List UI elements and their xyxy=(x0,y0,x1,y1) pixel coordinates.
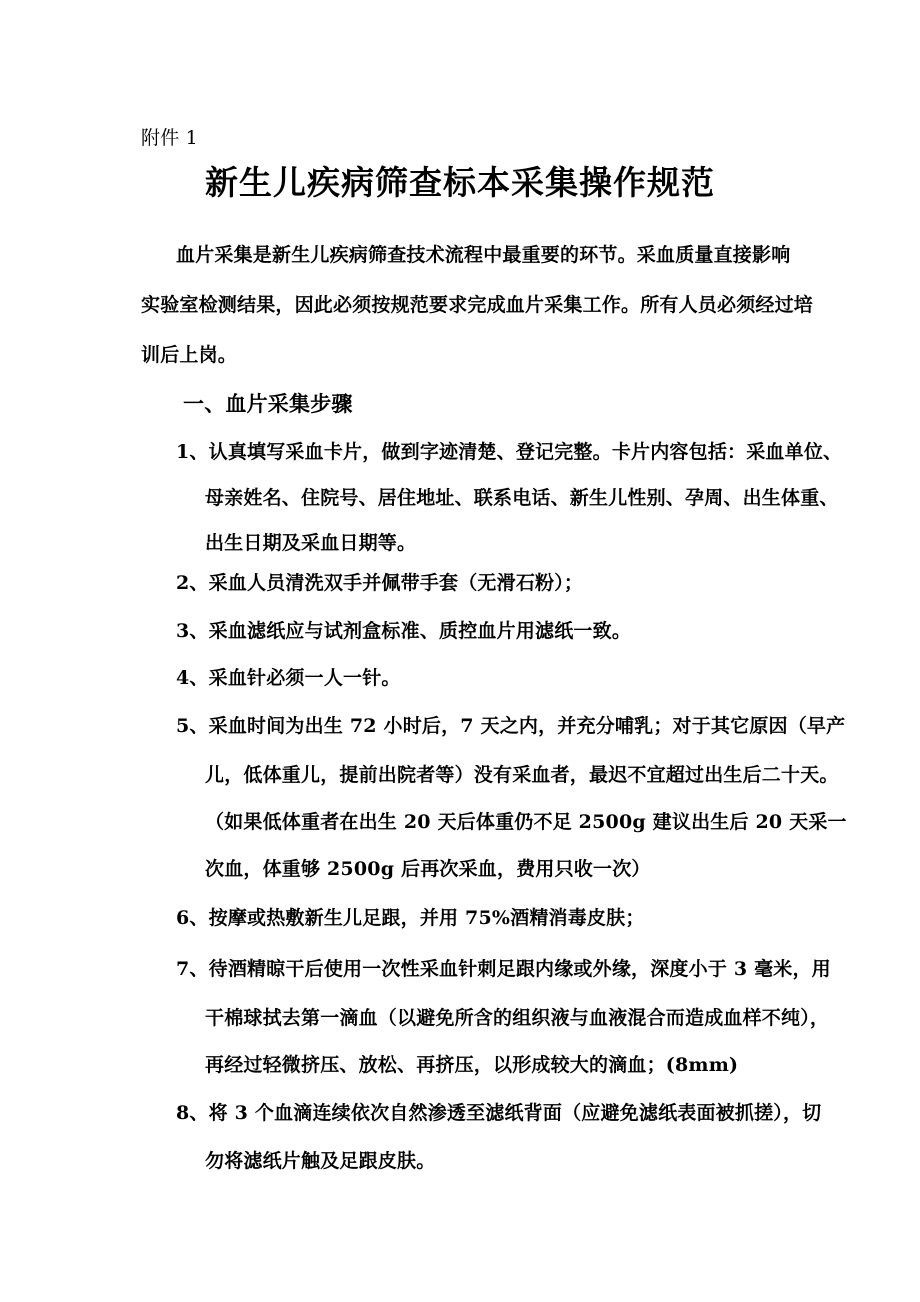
step-8-line: 8、将 3 个血滴连续依次自然渗透至滤纸背面（应避免滤纸表面被抓搓），切 xyxy=(176,1102,822,1124)
intro-paragraph-line: 训后上岗。 xyxy=(141,344,238,366)
step-4-line: 4、采血针必须一人一针。 xyxy=(176,667,401,689)
section-heading: 一、血片采集步骤 xyxy=(183,391,353,416)
intro-paragraph-line: 实验室检测结果，因此必须按规范要求完成血片采集工作。所有人员必须经过培 xyxy=(141,294,814,316)
intro-paragraph-line: 血片采集是新生儿疾病筛查技术流程中最重要的环节。采血质量直接影响 xyxy=(176,244,791,266)
step-7-line: 干棉球拭去第一滴血（以避免所含的组织液与血液混合而造成血样不纯）， xyxy=(205,1007,830,1029)
step-8-line: 勿将滤纸片触及足跟皮肤。 xyxy=(205,1150,436,1172)
step-3-line: 3、采血滤纸应与试剂盒标准、质控血片用滤纸一致。 xyxy=(176,620,632,642)
step-5-line: 次血，体重够 2500g 后再次采血，费用只收一次） xyxy=(205,858,651,880)
document-title: 新生儿疾病筛查标本采集操作规范 xyxy=(205,163,715,202)
step-1-line: 1、认真填写采血卡片，做到字迹清楚、登记完整。卡片内容包括：采血单位、 xyxy=(176,441,843,463)
step-1-line: 出生日期及采血日期等。 xyxy=(205,532,417,554)
step-6-line: 6、按摩或热敷新生儿足跟，并用 75%酒精消毒皮肤； xyxy=(176,907,645,929)
step-7-line: 再经过轻微挤压、放松、再挤压，以形成较大的滴血；(8mm) xyxy=(205,1054,739,1076)
step-7-line: 7、待酒精晾干后使用一次性采血针刺足跟内缘或外缘，深度小于 3 毫米，用 xyxy=(176,958,831,980)
attachment-label: 附件 1 xyxy=(141,127,198,149)
step-1-line: 母亲姓名、住院号、居住地址、联系电话、新生儿性别、孕周、出生体重、 xyxy=(205,487,839,509)
step-2-line: 2、采血人员清洗双手并佩带手套（无滑石粉）； xyxy=(176,572,584,594)
step-5-line: （如果低体重者在出生 20 天后体重仍不足 2500g 建议出生后 20 天采一 xyxy=(205,811,847,833)
step-5-line: 儿，低体重儿，提前出院者等）没有采血者，最迟不宜超过出生后二十天。 xyxy=(205,764,839,786)
step-5-line: 5、采血时间为出生 72 小时后，7 天之内，并充分哺乳；对于其它原因（早产 xyxy=(176,715,846,737)
